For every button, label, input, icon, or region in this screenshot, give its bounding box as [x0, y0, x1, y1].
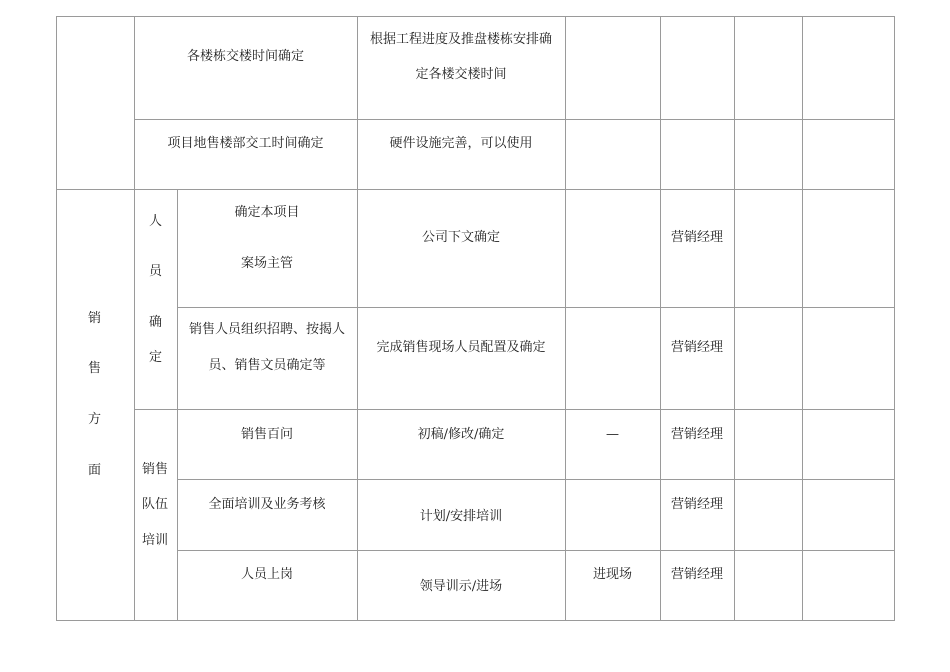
- task-cell: 案场主管: [240, 256, 293, 271]
- description-cell: 硬件设施完善，可以使用: [389, 136, 533, 151]
- row-divider: [134, 409, 895, 410]
- owner-cell: 营销经理: [670, 230, 723, 245]
- row-divider: [56, 189, 895, 190]
- task-cell: 销售人员组织招聘、按揭人: [188, 322, 345, 337]
- column-divider: [134, 16, 135, 621]
- table-border-right: [894, 16, 895, 621]
- description-cell: 领导训示/进场: [419, 579, 503, 594]
- column-divider: [802, 16, 803, 621]
- owner-cell: 营销经理: [670, 340, 723, 355]
- owner-cell: 营销经理: [670, 427, 723, 442]
- table-border-left: [56, 16, 57, 621]
- column-divider: [565, 16, 566, 621]
- owner-cell: 营销经理: [670, 567, 723, 582]
- table-border-bottom: [56, 620, 895, 621]
- column-divider: [357, 16, 358, 621]
- group-label-char: 面: [88, 463, 102, 478]
- group-label-char: 方: [88, 412, 102, 427]
- description-cell: 计划/安排培训: [419, 509, 503, 524]
- note-cell: 进现场: [592, 567, 632, 582]
- task-cell: 各楼栋交楼时间确定: [186, 49, 304, 64]
- subgroup-label-line: 队伍: [142, 497, 169, 512]
- task-cell: 人员上岗: [240, 567, 293, 582]
- column-divider: [660, 16, 661, 621]
- row-divider: [177, 307, 895, 308]
- task-cell: 全面培训及业务考核: [208, 497, 326, 512]
- subgroup-label-line: 销售: [142, 462, 169, 477]
- task-cell: 销售百问: [240, 427, 293, 442]
- description-cell: 初稿/修改/确定: [417, 427, 505, 442]
- group-label-char: 售: [88, 361, 102, 376]
- table-border-top: [56, 16, 895, 17]
- subgroup-label-char: 员: [149, 264, 163, 279]
- subgroup-label-char: 确: [149, 315, 163, 330]
- note-cell: —: [606, 427, 619, 442]
- task-cell: 项目地售楼部交工时间确定: [167, 136, 324, 151]
- row-divider: [134, 119, 895, 120]
- description-cell: 定各楼交楼时间: [415, 67, 507, 82]
- column-divider: [734, 16, 735, 621]
- task-cell: 确定本项目: [234, 205, 300, 220]
- subgroup-label-char: 人: [149, 214, 163, 229]
- row-divider: [177, 479, 895, 480]
- group-label-char: 销: [88, 311, 102, 326]
- row-divider: [177, 550, 895, 551]
- description-cell: 公司下文确定: [421, 230, 500, 245]
- column-divider: [177, 189, 178, 621]
- owner-cell: 营销经理: [670, 497, 723, 512]
- subgroup-label-char: 定: [149, 350, 163, 365]
- description-cell: 根据工程进度及推盘楼栋安排确: [369, 32, 552, 47]
- description-cell: 完成销售现场人员配置及确定: [376, 340, 546, 355]
- task-cell: 员、销售文员确定等: [208, 358, 326, 373]
- subgroup-label-line: 培训: [142, 533, 169, 548]
